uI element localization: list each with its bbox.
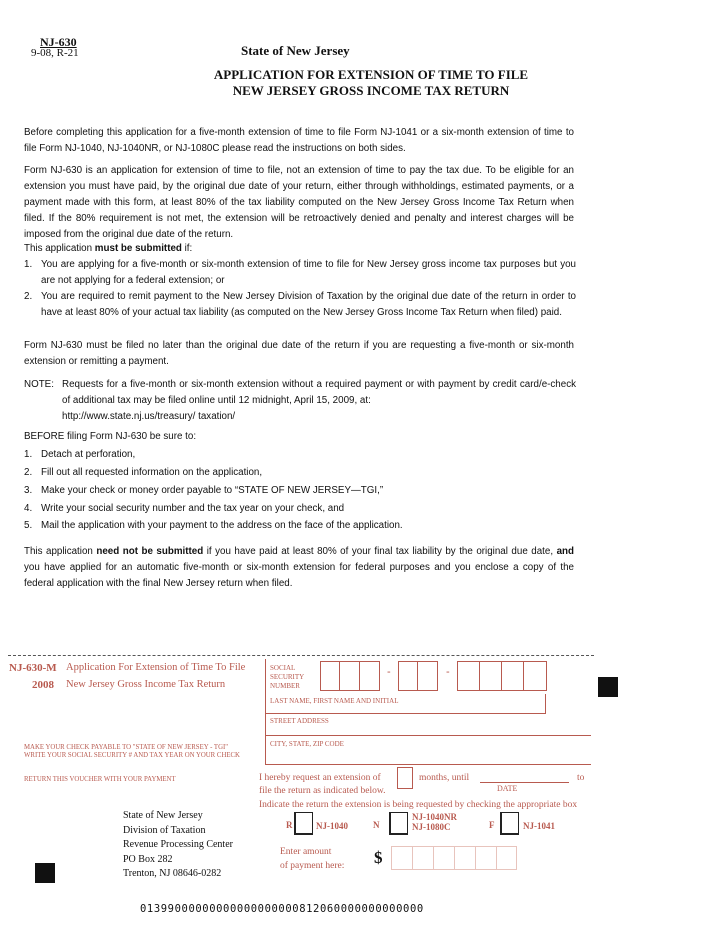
- to-label: to: [577, 773, 585, 783]
- date-input[interactable]: [480, 782, 569, 783]
- ssn-divider: [417, 661, 418, 690]
- nj-1041-checkbox[interactable]: [500, 812, 519, 835]
- voucher-subtitle: New Jersey Gross Income Tax Return: [66, 679, 226, 690]
- ssn-divider: [339, 661, 340, 690]
- state-heading: State of New Jersey: [241, 43, 350, 58]
- title-line-1: APPLICATION FOR EXTENSION OF TIME TO FILE: [213, 67, 529, 82]
- note-url: http://www.state.nj.us/treasury/ taxation/: [62, 411, 236, 422]
- deadline-paragraph: Form NJ-630 must be filed no later than the original due date of the return if you are requesting a five-month or six-month extension or remitting a payment.: [24, 340, 574, 367]
- ssn-divider: [501, 661, 502, 690]
- option-n-label: NJ-1040NR NJ-1080C: [412, 812, 457, 832]
- eligibility-paragraph: Form NJ-630 is an application for extension of time to file, not an extension of time to pay the tax due. To be eligible for an extension you must have paid, by the original due date of your return, either through withholdings, estimated payments, or a payment made with this form, at least 80% of the tax liability computed on the New Jersey Gross Income Tax Return when filed. If the 80% requirement is not met, the extension will be retroactively denied and penalty and interest charges will be imposed from the original due date of the return.: [24, 165, 574, 240]
- amount-digit-divider: [433, 846, 434, 869]
- write-ssn-note: WRITE YOUR SOCIAL SECURITY # AND TAX YEAR ON YOUR CHECK: [24, 752, 240, 759]
- ssn-dash: -: [387, 666, 391, 678]
- step-5: 5. Mail the application with your payment to the address on the face of the application.: [24, 520, 403, 531]
- ssn-divider: [523, 661, 524, 690]
- mailing-address: State of New Jersey Division of Taxation Revenue Processing Center PO Box 282 Trenton, NJ 08646-0282: [123, 810, 233, 879]
- need-not-submit-paragraph: This application need not be submitted if you have paid at least 80% of your final tax liability by the original due date, and you have applied for an automatic five-month or six-month extension for federal purposes and you enclose a copy of the federal application with the final New Jersey return when filed.: [24, 546, 574, 589]
- ssn-part-2[interactable]: [398, 661, 438, 691]
- street-label: STREET ADDRESS: [270, 717, 329, 725]
- option-r-letter: R: [286, 820, 293, 830]
- months-input[interactable]: [397, 767, 413, 789]
- city-label: CITY, STATE, ZIP CODE: [270, 740, 344, 748]
- voucher-title: Application For Extension of Time To File: [66, 662, 246, 673]
- address-left-border: [265, 713, 266, 765]
- intro-paragraph: Before completing this application for a five-month extension of time to file Form NJ-1041 or a six-month extension of time to file Form NJ-1040, NJ-1040NR, or NJ-1080C please read the instructions on both sides.: [24, 127, 574, 154]
- request-text: I hereby request an extension of: [259, 773, 381, 783]
- step-4: 4. Write your social security number and the tax year on your check, and: [24, 503, 345, 514]
- ssn-part-1[interactable]: [320, 661, 380, 691]
- ssn-part-3[interactable]: [457, 661, 547, 691]
- ocr-scanline: 01399000000000000000000812060000000000000: [140, 903, 424, 915]
- amount-digit-divider: [496, 846, 497, 869]
- nj-1040-checkbox[interactable]: [294, 812, 313, 835]
- amount-digit-divider: [475, 846, 476, 869]
- name-label: LAST NAME, FIRST NAME AND INITIAL: [270, 697, 399, 705]
- request-text-2: file the return as indicated below.: [259, 786, 386, 796]
- nj-1040nr-checkbox[interactable]: [389, 812, 408, 835]
- must-submit-intro: This application must be submitted if:: [24, 243, 193, 254]
- registration-mark: [598, 677, 618, 697]
- city-field[interactable]: [266, 764, 591, 765]
- option-n-letter: N: [373, 820, 380, 830]
- indicate-text: Indicate the return the extension is being requested by checking the appropriate box: [259, 800, 578, 810]
- before-filing-heading: BEFORE filing Form NJ-630 be sure to:: [24, 431, 197, 442]
- title-line-2: NEW JERSEY GROSS INCOME TAX RETURN: [232, 83, 510, 98]
- ssn-divider: [479, 661, 480, 690]
- note: NOTE: Requests for a five-month or six-month extension without a required payment or with payment by credit card/e-check of additional tax may be filed online until 12 midnight, April 15, 2009, at: http://www.state.nj.us/treasury/ taxation/: [24, 377, 576, 425]
- amount-digit-divider: [412, 846, 413, 869]
- amount-digit-divider: [454, 846, 455, 869]
- step-2: 2. Fill out all requested information on the application,: [24, 467, 263, 478]
- option-f-letter: F: [489, 820, 495, 830]
- return-voucher-note: RETURN THIS VOUCHER WITH YOUR PAYMENT: [24, 776, 176, 783]
- option-r-label: NJ-1040: [316, 821, 348, 831]
- voucher-year: 2008: [32, 679, 54, 691]
- perforation-line: [8, 655, 594, 656]
- condition-1: 1. You are applying for a five-month or six-month extension of time to file for New Jersey gross income tax purposes but you are not applying for a federal extension; or: [24, 259, 576, 286]
- step-1: 1. Detach at perforation,: [24, 449, 136, 460]
- check-payable-note: MAKE YOUR CHECK PAYABLE TO "STATE OF NEW JERSEY - TGI": [24, 744, 229, 751]
- dollar-sign: $: [374, 848, 383, 867]
- ssn-divider: [359, 661, 360, 690]
- date-label: DATE: [497, 784, 518, 793]
- months-until-label: months, until: [419, 773, 470, 783]
- option-f-label: NJ-1041: [523, 821, 555, 831]
- form-id: NJ-630: [40, 35, 77, 49]
- voucher-form-id: NJ-630-M: [9, 662, 57, 674]
- condition-2: 2. You are required to remit payment to the New Jersey Division of Taxation by the original due date of the return in order to have at least 80% of your actual tax liability (as computed on the New Jersey Gross Income Tax Return when filed) paid.: [24, 291, 576, 318]
- step-3: 3. Make your check or money order payable to “STATE OF NEW JERSEY—TGI,”: [24, 485, 384, 496]
- name-field[interactable]: [265, 694, 546, 714]
- ssn-dash: -: [446, 666, 450, 678]
- ssn-label: SOCIAL SECURITY NUMBER: [270, 664, 305, 690]
- registration-mark: [35, 863, 55, 883]
- amount-label: Enter amount of payment here:: [280, 847, 345, 871]
- street-field[interactable]: [266, 735, 591, 736]
- form-revision: 9-08, R-21: [31, 47, 79, 59]
